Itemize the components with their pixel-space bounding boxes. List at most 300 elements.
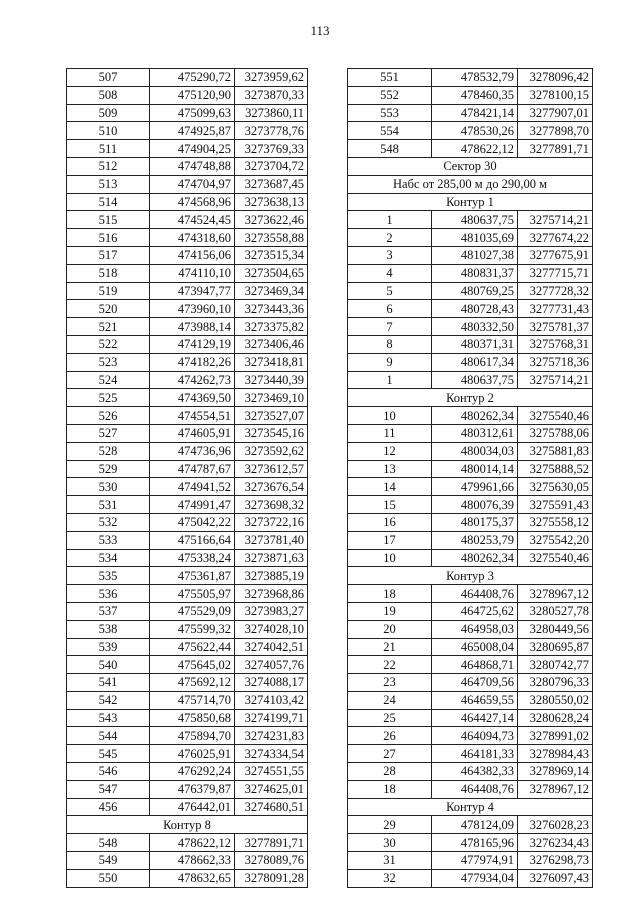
point-number: 538 bbox=[67, 620, 150, 638]
x-coordinate: 474704,97 bbox=[150, 175, 235, 193]
y-coordinate: 3277731,43 bbox=[518, 300, 593, 318]
table-row bbox=[67, 709, 308, 727]
y-coordinate: 3273885,19 bbox=[235, 567, 308, 585]
point-number: 534 bbox=[67, 549, 150, 567]
point-number: 7 bbox=[348, 318, 432, 336]
y-coordinate: 3280550,02 bbox=[518, 691, 593, 709]
table-row bbox=[67, 745, 308, 763]
x-coordinate: 464408,76 bbox=[432, 585, 518, 603]
x-coordinate: 474554,51 bbox=[150, 407, 235, 425]
x-coordinate: 475290,72 bbox=[150, 69, 235, 87]
section-header: Набс от 285,00 м до 290,00 м bbox=[348, 175, 593, 193]
point-number: 6 bbox=[348, 300, 432, 318]
y-coordinate: 3273469,34 bbox=[235, 282, 308, 300]
point-number: 549 bbox=[67, 852, 150, 870]
y-coordinate: 3276028,23 bbox=[518, 816, 593, 834]
y-coordinate: 3274551,55 bbox=[235, 763, 308, 781]
table-row bbox=[348, 513, 593, 531]
point-number: 525 bbox=[67, 389, 150, 407]
x-coordinate: 474605,91 bbox=[150, 424, 235, 442]
point-number: 519 bbox=[67, 282, 150, 300]
y-coordinate: 3273622,46 bbox=[235, 211, 308, 229]
x-coordinate: 474129,19 bbox=[150, 335, 235, 353]
table-row bbox=[67, 69, 308, 87]
x-coordinate: 474736,96 bbox=[150, 442, 235, 460]
x-coordinate: 475505,97 bbox=[150, 585, 235, 603]
y-coordinate: 3278089,76 bbox=[235, 852, 308, 870]
table-row bbox=[348, 282, 593, 300]
table-row bbox=[67, 104, 308, 122]
table-row bbox=[348, 763, 593, 781]
section-header-row bbox=[348, 798, 593, 816]
table-row bbox=[348, 335, 593, 353]
x-coordinate: 480014,14 bbox=[432, 460, 518, 478]
table-row bbox=[67, 869, 308, 887]
y-coordinate: 3273527,07 bbox=[235, 407, 308, 425]
x-coordinate: 474318,60 bbox=[150, 229, 235, 247]
x-coordinate: 478421,14 bbox=[432, 104, 518, 122]
point-number: 10 bbox=[348, 407, 432, 425]
table-row bbox=[67, 638, 308, 656]
y-coordinate: 3275718,36 bbox=[518, 353, 593, 371]
x-coordinate: 464427,14 bbox=[432, 709, 518, 727]
y-coordinate: 3278969,14 bbox=[518, 763, 593, 781]
section-header-row bbox=[348, 193, 593, 211]
table-row bbox=[348, 674, 593, 692]
point-number: 537 bbox=[67, 602, 150, 620]
point-number: 508 bbox=[67, 86, 150, 104]
point-number: 516 bbox=[67, 229, 150, 247]
point-number: 545 bbox=[67, 745, 150, 763]
x-coordinate: 475894,70 bbox=[150, 727, 235, 745]
point-number: 509 bbox=[67, 104, 150, 122]
y-coordinate: 3273871,63 bbox=[235, 549, 308, 567]
y-coordinate: 3273676,54 bbox=[235, 478, 308, 496]
y-coordinate: 3277891,71 bbox=[235, 834, 308, 852]
table-row bbox=[348, 780, 593, 798]
point-number: 512 bbox=[67, 157, 150, 175]
table-row bbox=[67, 442, 308, 460]
table-row bbox=[348, 371, 593, 389]
point-number: 2 bbox=[348, 229, 432, 247]
table-row bbox=[67, 407, 308, 425]
y-coordinate: 3275558,12 bbox=[518, 513, 593, 531]
table-row bbox=[348, 229, 593, 247]
table-row bbox=[348, 585, 593, 603]
table-row bbox=[67, 620, 308, 638]
section-header: Сектор 30 bbox=[348, 157, 593, 175]
y-coordinate: 3275714,21 bbox=[518, 211, 593, 229]
y-coordinate: 3277907,01 bbox=[518, 104, 593, 122]
x-coordinate: 478165,96 bbox=[432, 834, 518, 852]
point-number: 21 bbox=[348, 638, 432, 656]
x-coordinate: 480728,43 bbox=[432, 300, 518, 318]
x-coordinate: 473960,10 bbox=[150, 300, 235, 318]
table-row bbox=[67, 157, 308, 175]
y-coordinate: 3280527,78 bbox=[518, 602, 593, 620]
section-header: Контур 8 bbox=[67, 816, 308, 834]
y-coordinate: 3280796,33 bbox=[518, 674, 593, 692]
table-row bbox=[348, 638, 593, 656]
table-row bbox=[348, 264, 593, 282]
table-row bbox=[348, 869, 593, 887]
x-coordinate: 480637,75 bbox=[432, 371, 518, 389]
x-coordinate: 480076,39 bbox=[432, 496, 518, 514]
table-row bbox=[67, 140, 308, 158]
x-coordinate: 464382,33 bbox=[432, 763, 518, 781]
point-number: 4 bbox=[348, 264, 432, 282]
x-coordinate: 476442,01 bbox=[150, 798, 235, 816]
x-coordinate: 478662,33 bbox=[150, 852, 235, 870]
x-coordinate: 464181,33 bbox=[432, 745, 518, 763]
table-row bbox=[348, 442, 593, 460]
point-number: 553 bbox=[348, 104, 432, 122]
y-coordinate: 3278096,42 bbox=[518, 69, 593, 87]
table-row bbox=[67, 371, 308, 389]
table-row bbox=[348, 460, 593, 478]
table-row bbox=[348, 549, 593, 567]
y-coordinate: 3275714,21 bbox=[518, 371, 593, 389]
point-number: 520 bbox=[67, 300, 150, 318]
point-number: 5 bbox=[348, 282, 432, 300]
table-row bbox=[348, 816, 593, 834]
y-coordinate: 3275591,43 bbox=[518, 496, 593, 514]
table-row bbox=[67, 602, 308, 620]
x-coordinate: 479961,66 bbox=[432, 478, 518, 496]
x-coordinate: 481035,69 bbox=[432, 229, 518, 247]
x-coordinate: 480262,34 bbox=[432, 407, 518, 425]
point-number: 546 bbox=[67, 763, 150, 781]
point-number: 18 bbox=[348, 585, 432, 603]
point-number: 532 bbox=[67, 513, 150, 531]
table-row bbox=[348, 353, 593, 371]
section-header-row bbox=[348, 567, 593, 585]
section-header-row bbox=[348, 157, 593, 175]
y-coordinate: 3274231,83 bbox=[235, 727, 308, 745]
point-number: 10 bbox=[348, 549, 432, 567]
y-coordinate: 3276097,43 bbox=[518, 869, 593, 887]
y-coordinate: 3273722,16 bbox=[235, 513, 308, 531]
x-coordinate: 478632,65 bbox=[150, 869, 235, 887]
x-coordinate: 474748,88 bbox=[150, 157, 235, 175]
point-number: 28 bbox=[348, 763, 432, 781]
point-number: 539 bbox=[67, 638, 150, 656]
point-number: 548 bbox=[67, 834, 150, 852]
x-coordinate: 480312,61 bbox=[432, 424, 518, 442]
y-coordinate: 3274625,01 bbox=[235, 780, 308, 798]
point-number: 1 bbox=[348, 371, 432, 389]
x-coordinate: 474568,96 bbox=[150, 193, 235, 211]
x-coordinate: 475338,24 bbox=[150, 549, 235, 567]
point-number: 12 bbox=[348, 442, 432, 460]
table-row bbox=[67, 282, 308, 300]
y-coordinate: 3274088,17 bbox=[235, 674, 308, 692]
table-row bbox=[348, 691, 593, 709]
table-row bbox=[67, 727, 308, 745]
x-coordinate: 480262,34 bbox=[432, 549, 518, 567]
y-coordinate: 3280628,24 bbox=[518, 709, 593, 727]
point-number: 524 bbox=[67, 371, 150, 389]
y-coordinate: 3278984,43 bbox=[518, 745, 593, 763]
table-row bbox=[348, 745, 593, 763]
x-coordinate: 477974,91 bbox=[432, 852, 518, 870]
x-coordinate: 478532,79 bbox=[432, 69, 518, 87]
table-row bbox=[67, 674, 308, 692]
x-coordinate: 475599,32 bbox=[150, 620, 235, 638]
point-number: 517 bbox=[67, 246, 150, 264]
table-row bbox=[67, 424, 308, 442]
x-coordinate: 464709,56 bbox=[432, 674, 518, 692]
point-number: 14 bbox=[348, 478, 432, 496]
y-coordinate: 3274334,54 bbox=[235, 745, 308, 763]
table-row bbox=[348, 478, 593, 496]
table-row bbox=[348, 424, 593, 442]
x-coordinate: 473988,14 bbox=[150, 318, 235, 336]
x-coordinate: 477934,04 bbox=[432, 869, 518, 887]
table-row bbox=[348, 496, 593, 514]
y-coordinate: 3276234,43 bbox=[518, 834, 593, 852]
y-coordinate: 3273443,36 bbox=[235, 300, 308, 318]
point-number: 514 bbox=[67, 193, 150, 211]
point-number: 11 bbox=[348, 424, 432, 442]
table-row bbox=[67, 585, 308, 603]
x-coordinate: 474156,06 bbox=[150, 246, 235, 264]
table-row bbox=[67, 335, 308, 353]
point-number: 19 bbox=[348, 602, 432, 620]
table-row bbox=[67, 229, 308, 247]
y-coordinate: 3277898,70 bbox=[518, 122, 593, 140]
point-number: 542 bbox=[67, 691, 150, 709]
x-coordinate: 474369,50 bbox=[150, 389, 235, 407]
y-coordinate: 3275540,46 bbox=[518, 549, 593, 567]
table-row bbox=[67, 513, 308, 531]
point-number: 26 bbox=[348, 727, 432, 745]
table-row bbox=[67, 852, 308, 870]
y-coordinate: 3274028,10 bbox=[235, 620, 308, 638]
x-coordinate: 480617,34 bbox=[432, 353, 518, 371]
y-coordinate: 3273698,32 bbox=[235, 496, 308, 514]
table-row bbox=[67, 763, 308, 781]
x-coordinate: 480034,03 bbox=[432, 442, 518, 460]
y-coordinate: 3280449,56 bbox=[518, 620, 593, 638]
point-number: 522 bbox=[67, 335, 150, 353]
point-number: 550 bbox=[67, 869, 150, 887]
x-coordinate: 481027,38 bbox=[432, 246, 518, 264]
y-coordinate: 3277891,71 bbox=[518, 140, 593, 158]
x-coordinate: 474262,73 bbox=[150, 371, 235, 389]
x-coordinate: 474925,87 bbox=[150, 122, 235, 140]
x-coordinate: 475120,90 bbox=[150, 86, 235, 104]
y-coordinate: 3278091,28 bbox=[235, 869, 308, 887]
x-coordinate: 474991,47 bbox=[150, 496, 235, 514]
point-number: 544 bbox=[67, 727, 150, 745]
table-row bbox=[348, 211, 593, 229]
table-row bbox=[67, 353, 308, 371]
x-coordinate: 474904,25 bbox=[150, 140, 235, 158]
point-number: 9 bbox=[348, 353, 432, 371]
x-coordinate: 474110,10 bbox=[150, 264, 235, 282]
section-header-row bbox=[67, 816, 308, 834]
y-coordinate: 3277715,71 bbox=[518, 264, 593, 282]
point-number: 15 bbox=[348, 496, 432, 514]
x-coordinate: 480175,37 bbox=[432, 513, 518, 531]
table-row bbox=[348, 407, 593, 425]
section-header: Контур 4 bbox=[348, 798, 593, 816]
point-number: 20 bbox=[348, 620, 432, 638]
x-coordinate: 474941,52 bbox=[150, 478, 235, 496]
table-row bbox=[67, 478, 308, 496]
y-coordinate: 3273983,27 bbox=[235, 602, 308, 620]
y-coordinate: 3273504,65 bbox=[235, 264, 308, 282]
x-coordinate: 480831,37 bbox=[432, 264, 518, 282]
y-coordinate: 3277728,32 bbox=[518, 282, 593, 300]
table-row bbox=[348, 620, 593, 638]
point-number: 32 bbox=[348, 869, 432, 887]
y-coordinate: 3273418,81 bbox=[235, 353, 308, 371]
table-row bbox=[67, 691, 308, 709]
table-row bbox=[67, 300, 308, 318]
x-coordinate: 474787,67 bbox=[150, 460, 235, 478]
y-coordinate: 3275540,46 bbox=[518, 407, 593, 425]
y-coordinate: 3274680,51 bbox=[235, 798, 308, 816]
table-row bbox=[67, 798, 308, 816]
point-number: 30 bbox=[348, 834, 432, 852]
table-row bbox=[348, 140, 593, 158]
x-coordinate: 475645,02 bbox=[150, 656, 235, 674]
x-coordinate: 474182,26 bbox=[150, 353, 235, 371]
point-number: 530 bbox=[67, 478, 150, 496]
y-coordinate: 3280695,87 bbox=[518, 638, 593, 656]
point-number: 507 bbox=[67, 69, 150, 87]
y-coordinate: 3274103,42 bbox=[235, 691, 308, 709]
point-number: 528 bbox=[67, 442, 150, 460]
point-number: 518 bbox=[67, 264, 150, 282]
section-header-row bbox=[348, 175, 593, 193]
section-header-row bbox=[348, 389, 593, 407]
table-row bbox=[348, 531, 593, 549]
y-coordinate: 3273781,40 bbox=[235, 531, 308, 549]
point-number: 3 bbox=[348, 246, 432, 264]
point-number: 552 bbox=[348, 86, 432, 104]
y-coordinate: 3278967,12 bbox=[518, 780, 593, 798]
y-coordinate: 3273440,39 bbox=[235, 371, 308, 389]
point-number: 543 bbox=[67, 709, 150, 727]
point-number: 18 bbox=[348, 780, 432, 798]
point-number: 23 bbox=[348, 674, 432, 692]
section-header: Контур 1 bbox=[348, 193, 593, 211]
point-number: 540 bbox=[67, 656, 150, 674]
table-row bbox=[67, 122, 308, 140]
y-coordinate: 3273375,82 bbox=[235, 318, 308, 336]
x-coordinate: 475042,22 bbox=[150, 513, 235, 531]
y-coordinate: 3278100,15 bbox=[518, 86, 593, 104]
table-row bbox=[67, 834, 308, 852]
point-number: 515 bbox=[67, 211, 150, 229]
table-row bbox=[67, 193, 308, 211]
x-coordinate: 465008,04 bbox=[432, 638, 518, 656]
y-coordinate: 3280742,77 bbox=[518, 656, 593, 674]
y-coordinate: 3273687,45 bbox=[235, 175, 308, 193]
x-coordinate: 464958,03 bbox=[432, 620, 518, 638]
point-number: 456 bbox=[67, 798, 150, 816]
table-row bbox=[67, 656, 308, 674]
y-coordinate: 3273406,46 bbox=[235, 335, 308, 353]
point-number: 8 bbox=[348, 335, 432, 353]
section-header: Контур 3 bbox=[348, 567, 593, 585]
x-coordinate: 464408,76 bbox=[432, 780, 518, 798]
table-row bbox=[67, 211, 308, 229]
table-row bbox=[348, 318, 593, 336]
table-row bbox=[67, 86, 308, 104]
table-row bbox=[348, 602, 593, 620]
x-coordinate: 464868,71 bbox=[432, 656, 518, 674]
point-number: 17 bbox=[348, 531, 432, 549]
y-coordinate: 3274057,76 bbox=[235, 656, 308, 674]
point-number: 27 bbox=[348, 745, 432, 763]
coordinates-table-right bbox=[347, 68, 593, 888]
x-coordinate: 480769,25 bbox=[432, 282, 518, 300]
y-coordinate: 3273612,57 bbox=[235, 460, 308, 478]
y-coordinate: 3273968,86 bbox=[235, 585, 308, 603]
x-coordinate: 476025,91 bbox=[150, 745, 235, 763]
point-number: 31 bbox=[348, 852, 432, 870]
x-coordinate: 476292,24 bbox=[150, 763, 235, 781]
point-number: 536 bbox=[67, 585, 150, 603]
table-row bbox=[348, 709, 593, 727]
x-coordinate: 475166,64 bbox=[150, 531, 235, 549]
table-row bbox=[67, 175, 308, 193]
x-coordinate: 480637,75 bbox=[432, 211, 518, 229]
y-coordinate: 3275542,20 bbox=[518, 531, 593, 549]
y-coordinate: 3275768,31 bbox=[518, 335, 593, 353]
x-coordinate: 464725,62 bbox=[432, 602, 518, 620]
table-row bbox=[67, 780, 308, 798]
x-coordinate: 475714,70 bbox=[150, 691, 235, 709]
y-coordinate: 3275630,05 bbox=[518, 478, 593, 496]
point-number: 551 bbox=[348, 69, 432, 87]
table-row bbox=[348, 246, 593, 264]
table-row bbox=[348, 86, 593, 104]
x-coordinate: 474524,45 bbox=[150, 211, 235, 229]
table-row bbox=[348, 104, 593, 122]
point-number: 25 bbox=[348, 709, 432, 727]
y-coordinate: 3273959,62 bbox=[235, 69, 308, 87]
y-coordinate: 3273515,34 bbox=[235, 246, 308, 264]
x-coordinate: 478622,12 bbox=[150, 834, 235, 852]
point-number: 510 bbox=[67, 122, 150, 140]
y-coordinate: 3275881,83 bbox=[518, 442, 593, 460]
table-row bbox=[67, 549, 308, 567]
table-row bbox=[67, 460, 308, 478]
y-coordinate: 3277675,91 bbox=[518, 246, 593, 264]
point-number: 511 bbox=[67, 140, 150, 158]
table-row bbox=[348, 852, 593, 870]
y-coordinate: 3278967,12 bbox=[518, 585, 593, 603]
point-number: 1 bbox=[348, 211, 432, 229]
point-number: 24 bbox=[348, 691, 432, 709]
x-coordinate: 480371,31 bbox=[432, 335, 518, 353]
y-coordinate: 3275888,52 bbox=[518, 460, 593, 478]
y-coordinate: 3274199,71 bbox=[235, 709, 308, 727]
x-coordinate: 475529,09 bbox=[150, 602, 235, 620]
x-coordinate: 475850,68 bbox=[150, 709, 235, 727]
x-coordinate: 478530,26 bbox=[432, 122, 518, 140]
x-coordinate: 478622,12 bbox=[432, 140, 518, 158]
point-number: 29 bbox=[348, 816, 432, 834]
table-row bbox=[67, 531, 308, 549]
point-number: 529 bbox=[67, 460, 150, 478]
x-coordinate: 478124,09 bbox=[432, 816, 518, 834]
